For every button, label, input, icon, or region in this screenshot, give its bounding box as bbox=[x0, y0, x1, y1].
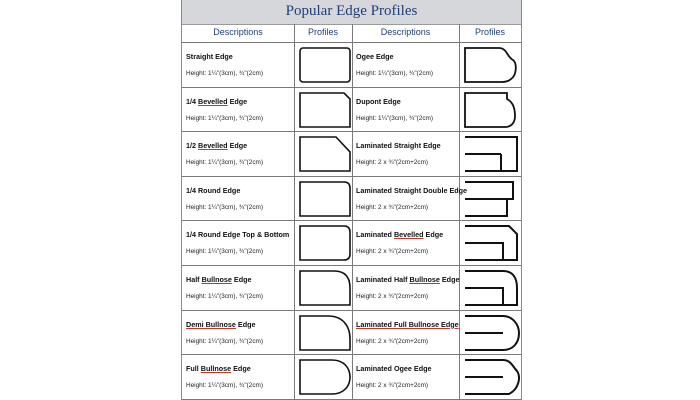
laminated-bevelled-edge-profile-icon bbox=[463, 223, 521, 263]
edge-height: Height: 2 x ¾"(2cm+2cm) bbox=[356, 293, 429, 300]
edge-height: Height: 1¼"(3cm), ¾"(2cm) bbox=[186, 159, 263, 167]
edge-name bbox=[186, 186, 240, 195]
edge-name-text: Laminated Half bbox=[356, 275, 410, 284]
edge-name bbox=[186, 275, 252, 284]
edge-height: Height: 2 x ¾"(2cm+2cm) bbox=[356, 337, 429, 345]
header-profiles-left: Profiles bbox=[294, 24, 352, 43]
half-bevelled-edge-profile-icon bbox=[298, 134, 356, 174]
edge-height: Height: 2 x ¾"(2cm+2cm) bbox=[356, 248, 429, 256]
laminated-full-bullnose-edge-profile-icon bbox=[463, 313, 521, 353]
row-divider bbox=[182, 87, 521, 88]
edge-name-text: Ogee Edge bbox=[356, 52, 394, 61]
edge-height: Height: 2 x ¾"(2cm+2cm) bbox=[356, 382, 429, 390]
edge-name-underlined: Bevelled bbox=[198, 141, 228, 151]
edge-name bbox=[186, 230, 289, 239]
edge-name-text: Edge bbox=[423, 230, 444, 240]
edge-name-text: 1/4 bbox=[186, 96, 198, 106]
edge-name bbox=[356, 364, 432, 373]
edge-height: Height: 2 x ¾"(2cm+2cm) bbox=[356, 203, 429, 211]
edge-name-text: Edge bbox=[231, 364, 251, 374]
edge-height: Height: 1¼"(3cm), ¾"(2cm) bbox=[186, 293, 263, 300]
edge-height: Height: 1¼"(3cm), ¾"(2cm) bbox=[186, 70, 263, 77]
laminated-ogee-edge-profile-icon bbox=[463, 357, 521, 397]
dupont-edge-profile-icon bbox=[463, 90, 521, 130]
edge-name-text: Edge bbox=[227, 141, 248, 151]
laminated-half-bullnose-edge-profile-icon bbox=[463, 268, 521, 308]
edge-name-text: Edge bbox=[439, 275, 460, 284]
title-bar bbox=[182, 0, 521, 25]
quarter-round-edge-profile-icon bbox=[298, 179, 356, 219]
laminated-straight-double-edge-profile-icon bbox=[463, 179, 521, 219]
edge-height: Height: 1¼"(3cm), ¾"(2cm) bbox=[186, 114, 263, 122]
edge-name-underlined: Demi Bullnose bbox=[186, 319, 236, 329]
edge-name bbox=[356, 52, 394, 61]
row-divider bbox=[182, 131, 521, 132]
edge-profiles-table bbox=[181, 0, 522, 400]
edge-name bbox=[356, 141, 441, 150]
demi-bullnose-edge-profile-icon bbox=[298, 313, 356, 353]
edge-name-text: Laminated bbox=[356, 230, 394, 240]
edge-height: Height: 2 x ¾"(2cm+2cm) bbox=[356, 159, 429, 167]
straight-edge-profile-icon bbox=[298, 45, 356, 85]
edge-name-text: Dupont Edge bbox=[356, 96, 401, 106]
quarter-round-top-bottom-profile-icon bbox=[298, 223, 356, 263]
edge-name-underlined: Bullnose bbox=[200, 364, 232, 374]
column-divider bbox=[294, 24, 295, 400]
edge-height: Height: 1¼"(3cm), ¾"(2cm) bbox=[186, 382, 263, 390]
edge-name bbox=[186, 141, 247, 150]
row-divider bbox=[182, 220, 521, 221]
edge-height: Height: 1¼"(3cm), ¾"(2cm) bbox=[356, 114, 433, 122]
edge-name bbox=[356, 320, 459, 329]
table-title: Popular Edge Profiles bbox=[285, 3, 418, 19]
edge-name bbox=[186, 320, 256, 329]
column-divider bbox=[459, 24, 460, 400]
edge-name bbox=[186, 97, 247, 106]
edge-name-text: Laminated Straight Edge bbox=[356, 141, 441, 151]
edge-name bbox=[186, 52, 233, 61]
edge-name bbox=[186, 364, 251, 373]
row-divider bbox=[182, 310, 521, 311]
edge-name-text: Laminated Ogee Edge bbox=[356, 364, 432, 374]
ogee-edge-profile-icon bbox=[463, 45, 521, 85]
edge-height: Height: 1¼"(3cm), ¾"(2cm) bbox=[186, 248, 263, 256]
edge-name-underlined: Bevelled bbox=[198, 96, 228, 106]
edge-name-underlined: Laminated Full Bullnose Edge bbox=[356, 319, 459, 329]
edge-name bbox=[356, 186, 467, 195]
full-bullnose-edge-profile-icon bbox=[298, 357, 356, 397]
edge-name-text: Straight Edge bbox=[186, 52, 233, 61]
laminated-straight-edge-profile-icon bbox=[463, 134, 521, 174]
edge-name-text: Edge bbox=[235, 319, 256, 329]
edge-name-text: 1/2 bbox=[186, 141, 198, 151]
edge-name-underlined: Bullnose bbox=[201, 275, 232, 284]
edge-name-underlined: Bullnose bbox=[409, 275, 440, 284]
edge-name-text: Full bbox=[186, 364, 201, 374]
edge-name-underlined: Bevelled bbox=[393, 230, 424, 240]
edge-name-text: Laminated Straight Double Edge bbox=[356, 185, 468, 195]
row-divider bbox=[182, 265, 521, 266]
edge-name bbox=[356, 230, 443, 239]
edge-name-text: 1/4 Round Edge Top & Bottom bbox=[186, 230, 290, 240]
edge-height: Height: 1¼"(3cm), ¾"(2cm) bbox=[186, 203, 263, 211]
quarter-bevelled-edge-profile-icon bbox=[298, 90, 356, 130]
edge-name-text: Edge bbox=[231, 275, 252, 284]
edge-height: Height: 1¼"(3cm), ¾"(2cm) bbox=[186, 337, 263, 345]
edge-name-text: Half bbox=[186, 275, 202, 284]
row-divider bbox=[182, 176, 521, 177]
edge-name bbox=[356, 97, 401, 106]
edge-name-text: 1/4 Round Edge bbox=[186, 185, 241, 195]
half-bullnose-edge-profile-icon bbox=[298, 268, 356, 308]
header-descriptions-right: Descriptions bbox=[352, 24, 459, 43]
edge-height: Height: 1¼"(3cm), ¾"(2cm) bbox=[356, 70, 433, 77]
row-divider bbox=[182, 354, 521, 355]
edge-name bbox=[356, 275, 459, 284]
header-profiles-right: Profiles bbox=[459, 24, 521, 43]
edge-name-text: Edge bbox=[227, 96, 248, 106]
header-descriptions-left: Descriptions bbox=[182, 24, 294, 43]
